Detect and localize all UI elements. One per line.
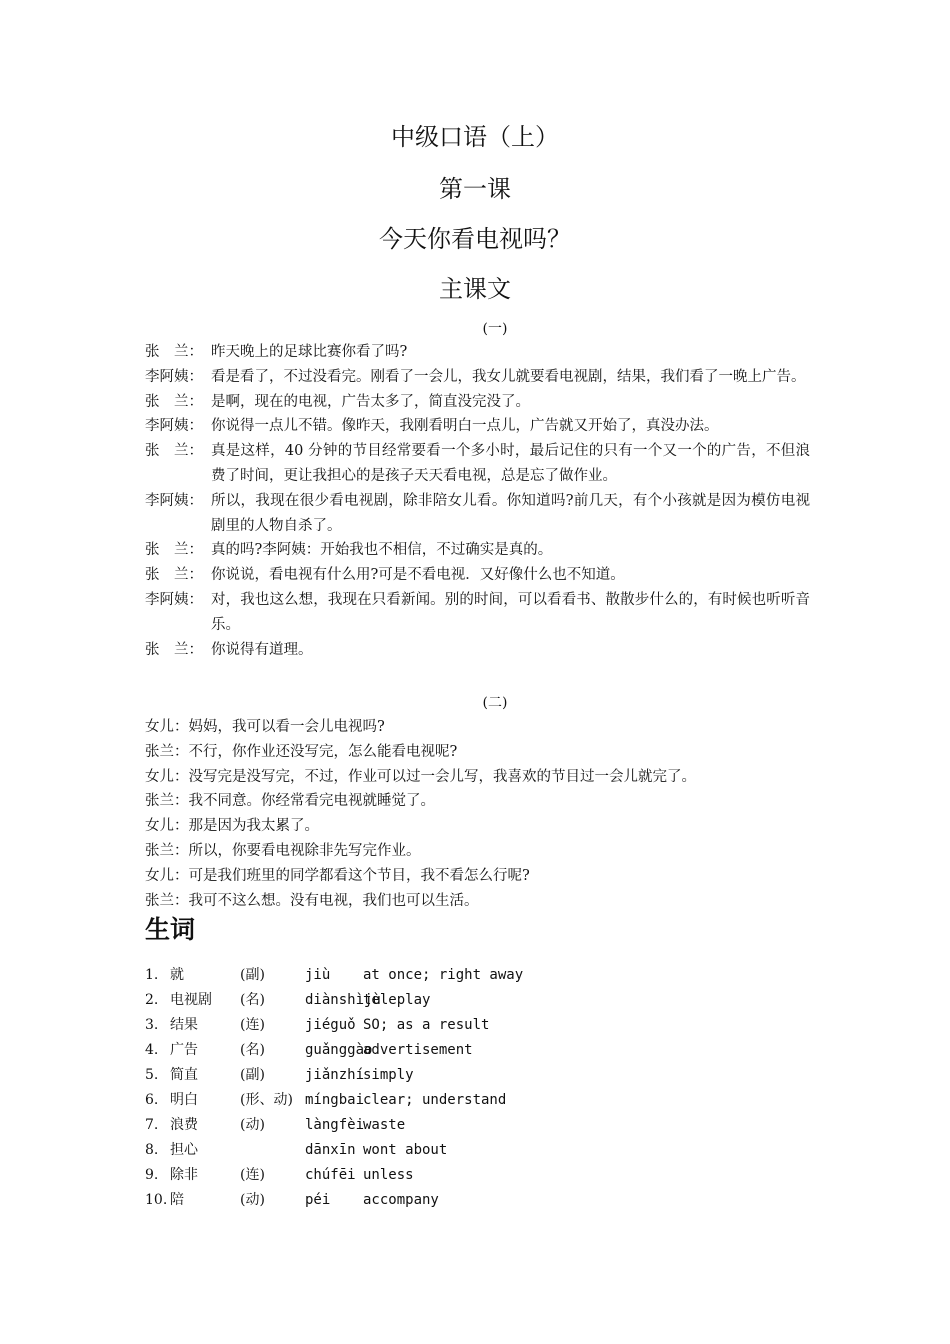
vocab-pinyin: jiù bbox=[305, 967, 331, 983]
vocab-pinyin: míngbai bbox=[305, 1092, 365, 1108]
dialogue-line bbox=[145, 340, 810, 365]
dialogue-line bbox=[145, 740, 810, 765]
section-one-label: (一) bbox=[482, 321, 508, 337]
speaker-label: 张兰： bbox=[145, 842, 189, 859]
dialogue-text: 妈妈，我可以看一会儿电视吗? bbox=[188, 719, 385, 735]
dialogue-text: 真是这样，40 分钟的节目经常要看一个多小时，最后记住的只有一个又一个的广告，不但浪费了时间，更让我担心的是孩子天天看电视，总是忘了做作业。 bbox=[211, 443, 810, 484]
dialogue-text: 看是看了，不过没看完。刚看了一会儿，我女儿就要看电视剧，结果，我们看了一晚上广告。 bbox=[211, 368, 806, 385]
dialogue-line bbox=[145, 489, 810, 539]
vocab-item bbox=[145, 1088, 845, 1113]
dialogue-text: 我不同意。你经常看完电视就睡觉了。 bbox=[188, 793, 435, 810]
vocab-item bbox=[145, 1013, 845, 1038]
dialogue-text: 可是我们班里的同学都看这个节目，我不看怎么行呢? bbox=[188, 867, 530, 884]
vocab-item bbox=[145, 1113, 845, 1138]
vocab-word: 电视剧 bbox=[170, 992, 212, 1008]
vocab-part-of-speech: (副) bbox=[240, 967, 265, 983]
vocab-english: waste bbox=[363, 1117, 406, 1133]
vocab-item bbox=[145, 963, 845, 988]
dialogue-line bbox=[145, 638, 810, 663]
vocab-part-of-speech: (名) bbox=[240, 1042, 265, 1058]
vocab-part-of-speech: (连) bbox=[240, 1017, 265, 1033]
dialogue-text: 我可不这么想。没有电视，我们也可以生活。 bbox=[188, 892, 479, 909]
vocab-number: 1. bbox=[145, 967, 159, 983]
vocab-part-of-speech: (连) bbox=[240, 1167, 265, 1183]
dialogue-line bbox=[145, 563, 810, 588]
speaker-label: 李阿姨： bbox=[145, 591, 203, 608]
dialogue-line bbox=[145, 864, 810, 889]
dialogue-text: 不行，你作业还没写完，怎么能看电视呢? bbox=[188, 743, 458, 760]
dialogue-two bbox=[145, 715, 810, 913]
speaker-label: 张 兰： bbox=[145, 542, 203, 559]
vocab-item bbox=[145, 988, 845, 1013]
vocab-pinyin: jiǎnzhí bbox=[305, 1067, 365, 1083]
vocab-number: 6. bbox=[145, 1092, 159, 1108]
dialogue-line bbox=[145, 814, 810, 839]
vocab-number: 5. bbox=[145, 1067, 159, 1083]
dialogue-text: 是啊，现在的电视，广告太多了，简直没完没了。 bbox=[211, 393, 530, 410]
dialogue-line bbox=[145, 439, 810, 489]
vocab-number: 3. bbox=[145, 1017, 159, 1033]
dialogue-text: 你说得一点儿不错。像昨天，我刚看明白一点儿，广告就又开始了，真没办法。 bbox=[211, 418, 719, 435]
vocab-pinyin: guǎnggào bbox=[305, 1042, 373, 1058]
vocab-item bbox=[145, 1163, 845, 1188]
vocab-number: 9. bbox=[145, 1167, 159, 1183]
dialogue-line bbox=[145, 538, 810, 563]
main-text-heading: 主课文 bbox=[439, 275, 511, 303]
vocab-word: 浪费 bbox=[170, 1117, 198, 1133]
vocab-word: 明白 bbox=[170, 1092, 198, 1108]
speaker-label: 张 兰： bbox=[145, 393, 203, 410]
dialogue-text: 所以，你要看电视除非先写完作业。 bbox=[188, 842, 421, 859]
vocab-part-of-speech: (形、动) bbox=[240, 1092, 293, 1108]
speaker-label: 女儿： bbox=[145, 818, 189, 835]
vocab-pinyin: diànshìjù bbox=[305, 992, 381, 1008]
vocab-english: teleplay bbox=[363, 992, 431, 1008]
speaker-label: 李阿姨： bbox=[145, 418, 203, 435]
speaker-label: 张 兰： bbox=[145, 443, 203, 460]
dialogue-text: 你说说，看电视有什么用?可是不看电视．又好像什么也不知道。 bbox=[211, 567, 625, 584]
vocab-part-of-speech: (动) bbox=[240, 1192, 265, 1208]
dialogue-one bbox=[145, 340, 810, 662]
vocab-number: 7. bbox=[145, 1117, 159, 1133]
dialogue-line bbox=[145, 365, 810, 390]
speaker-label: 李阿姨： bbox=[145, 368, 203, 385]
vocab-word: 就 bbox=[170, 967, 184, 983]
dialogue-line bbox=[145, 839, 810, 864]
dialogue-text: 所以，我现在很少看电视剧，除非陪女儿看。你知道吗?前几天，有个小孩就是因为模仿电视剧里的人物自杀了。 bbox=[211, 492, 810, 534]
dialogue-line bbox=[145, 390, 810, 415]
vocab-pinyin: dānxīn bbox=[305, 1142, 356, 1158]
speaker-label: 女儿： bbox=[145, 768, 189, 785]
vocab-part-of-speech: (副) bbox=[240, 1067, 265, 1083]
speaker-label: 张兰： bbox=[145, 793, 189, 810]
vocabulary-list bbox=[145, 963, 845, 1213]
vocab-english: accompany bbox=[363, 1192, 439, 1208]
vocab-item bbox=[145, 1138, 845, 1163]
vocab-pinyin: chúfēi bbox=[305, 1167, 356, 1183]
vocab-english: SO; as a result bbox=[363, 1017, 490, 1033]
speaker-label: 李阿姨： bbox=[145, 492, 203, 509]
vocab-english: clear; understand bbox=[363, 1092, 507, 1108]
vocab-pinyin: péi bbox=[305, 1192, 331, 1208]
vocab-pinyin: làngfèi bbox=[305, 1117, 365, 1133]
speaker-label: 张 兰： bbox=[145, 567, 203, 584]
lesson-title: 今天你看电视吗？ bbox=[379, 225, 571, 253]
vocab-number: 10. bbox=[145, 1192, 168, 1208]
vocabulary-heading: 生词 bbox=[145, 915, 196, 944]
vocab-item bbox=[145, 1063, 845, 1088]
vocab-part-of-speech: (动) bbox=[240, 1117, 265, 1133]
vocab-word: 陪 bbox=[170, 1192, 184, 1208]
vocab-english: simply bbox=[363, 1067, 414, 1083]
vocab-part-of-speech: (名) bbox=[240, 992, 265, 1008]
vocab-item bbox=[145, 1038, 845, 1063]
vocab-word: 结果 bbox=[170, 1017, 198, 1033]
dialogue-line bbox=[145, 889, 810, 914]
dialogue-text: 对，我也这么想，我现在只看新闻。别的时间，可以看看书、散散步什么的，有时候也听听音乐。 bbox=[211, 591, 810, 633]
vocab-word: 广告 bbox=[170, 1042, 198, 1058]
dialogue-text: 昨天晚上的足球比赛你看了吗? bbox=[211, 344, 408, 360]
speaker-label: 女儿： bbox=[145, 867, 189, 884]
vocab-word: 除非 bbox=[170, 1167, 198, 1183]
dialogue-text: 你说得有道理。 bbox=[211, 641, 313, 658]
speaker-label: 张 兰： bbox=[145, 641, 203, 658]
vocab-number: 4. bbox=[145, 1042, 159, 1058]
vocab-pinyin: jiéguǒ bbox=[305, 1017, 356, 1033]
vocab-item bbox=[145, 1188, 845, 1213]
dialogue-line bbox=[145, 715, 810, 740]
vocab-number: 8. bbox=[145, 1142, 159, 1158]
dialogue-line bbox=[145, 789, 810, 814]
vocab-number: 2. bbox=[145, 992, 159, 1008]
speaker-label: 张兰： bbox=[145, 743, 189, 760]
dialogue-line bbox=[145, 765, 810, 790]
vocab-english: advertisement bbox=[363, 1042, 473, 1058]
vocab-word: 简直 bbox=[170, 1067, 198, 1083]
dialogue-line bbox=[145, 588, 810, 638]
vocab-english: unless bbox=[363, 1167, 414, 1183]
course-title: 中级口语（上） bbox=[391, 123, 559, 151]
speaker-label: 张 兰： bbox=[145, 344, 203, 360]
dialogue-text: 真的吗?李阿姨：开始我也不相信，不过确实是真的。 bbox=[211, 542, 553, 559]
speaker-label: 张兰： bbox=[145, 892, 189, 909]
dialogue-text: 没写完是没写完，不过，作业可以过一会儿写，我喜欢的节目过一会儿就完了。 bbox=[188, 768, 696, 785]
vocab-word: 担心 bbox=[170, 1142, 198, 1158]
section-two-label: (二) bbox=[482, 695, 508, 711]
lesson-number: 第一课 bbox=[439, 175, 511, 203]
speaker-label: 女儿： bbox=[145, 719, 189, 735]
vocab-english: at once; right away bbox=[363, 967, 524, 983]
vocab-english: wont about bbox=[363, 1142, 448, 1158]
dialogue-line bbox=[145, 414, 810, 439]
dialogue-text: 那是因为我太累了。 bbox=[188, 818, 319, 835]
